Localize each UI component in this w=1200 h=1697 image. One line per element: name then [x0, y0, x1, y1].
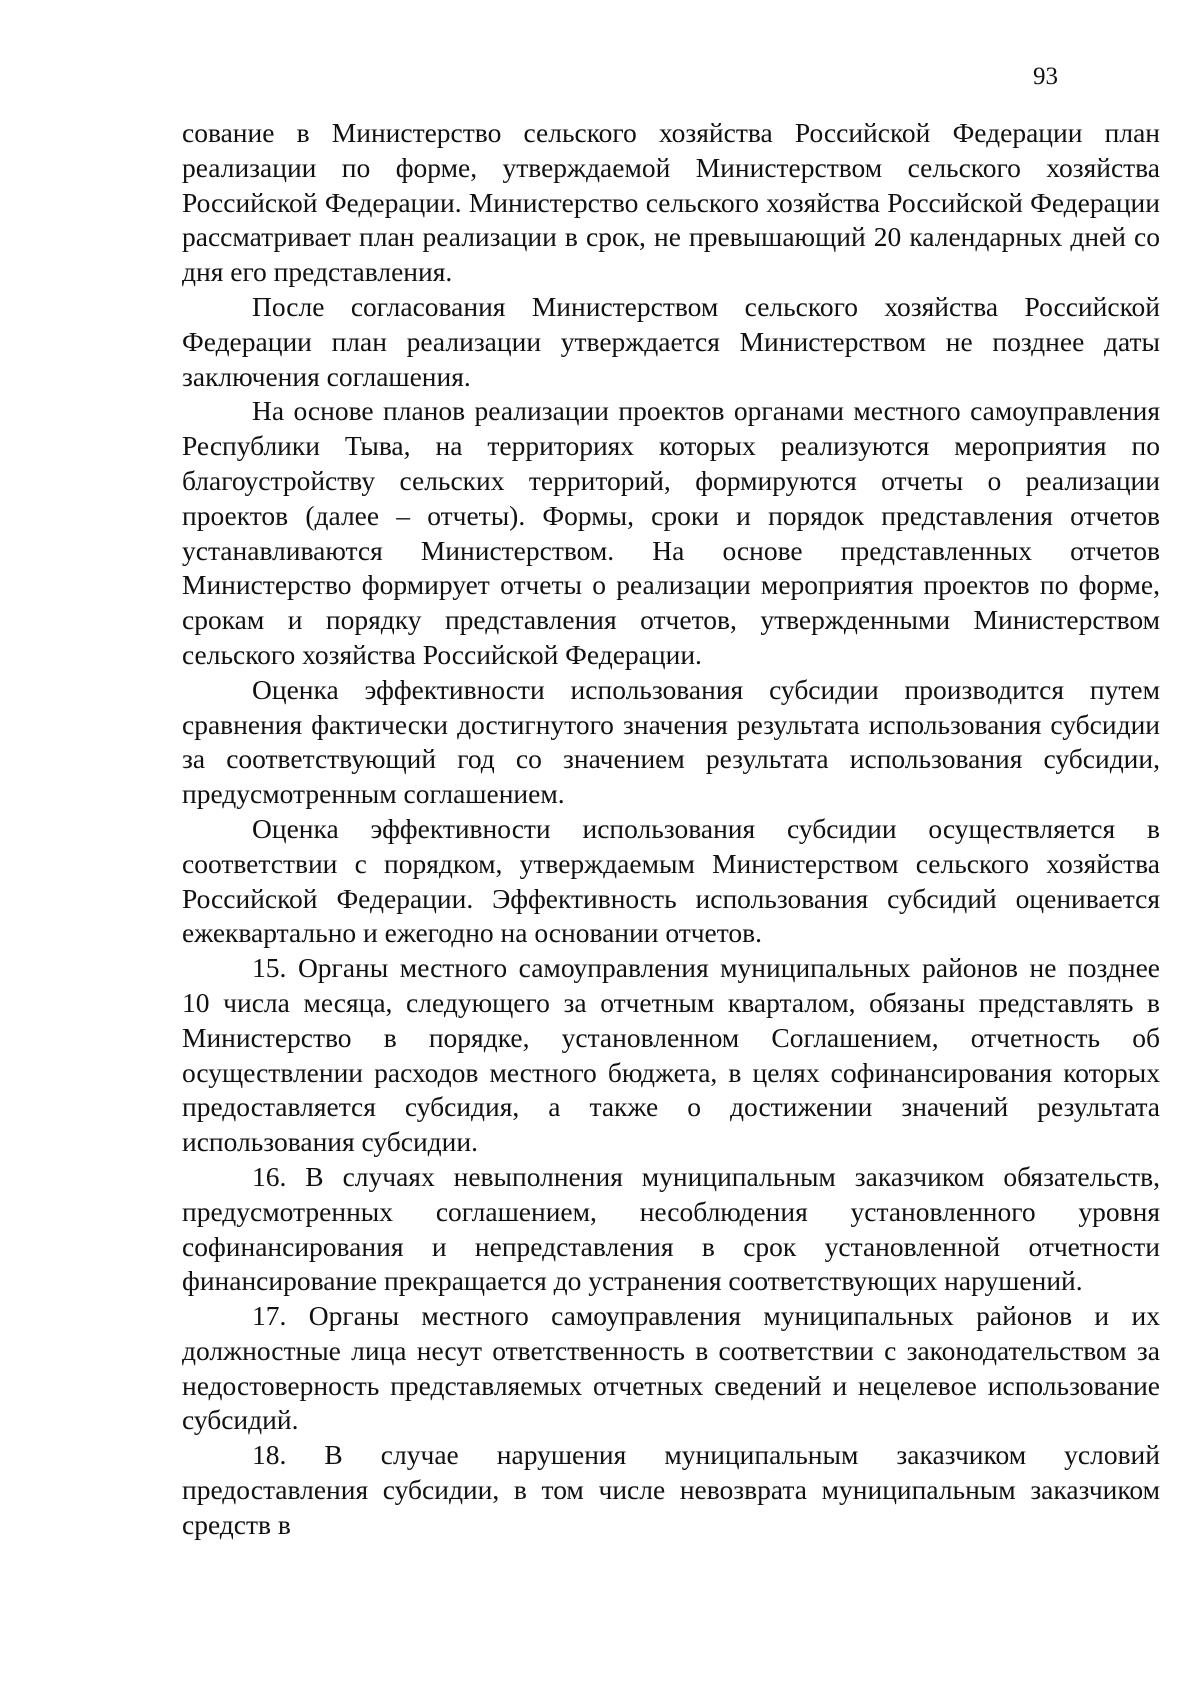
paragraph-efficiency-procedure: Оценка эффективности использования субсидии осуществляется в соответствии с порядком, утверждаемым Министерством сельского хозяйства Российской Федерации. Эффективность использования субсидий оценивается ежеквартально и ежегодно на основании отчетов.: [182, 812, 1160, 949]
paragraph-item-15: 15. Органы местного самоуправления муниципальных районов не позднее 10 числа месяца, следующего за отчетным кварталом, обязаны представлять в Министерство в порядке, установленном Соглашением, отчетность об осуществлении расходов местного бюджета, в целях софинансирования которых предоставляется субсидия, а также о достижении значений результата использования субсидии.: [182, 952, 1160, 1158]
paragraph-reports: На основе планов реализации проектов органами местного самоуправления Республики Тыва, на территориях которых реализуются мероприятия по благоустройству сельских территорий, формируются отчеты о реализации проектов (далее – отчеты). Формы, сроки и порядок представления отчетов устанавливаются Министерством. На основе представленных отчетов Министерство формирует отчеты о реализации мероприятия проектов по форме, срокам и порядку представления отчетов, утвержденными Министерством сельского хозяйства Российской Федерации.: [182, 395, 1160, 670]
paragraph-continuation: сование в Министерство сельского хозяйства Российской Федерации план реализации по форме, утверждаемой Министерством сельского хозяйства Российской Федерации. Министерство сельского хозяйства Российской Федерации рассматривает план реализации в срок, не превышающий 20 календарных дней со дня его представления.: [182, 117, 1160, 288]
page-number: 93: [1033, 63, 1058, 90]
paragraph-approval: После согласования Министерством сельского хозяйства Российской Федерации план реализации утверждается Министерством не позднее даты заключения соглашения.: [182, 290, 1160, 392]
body-text: [182, 116, 1160, 1543]
paragraph-item-16: 16. В случаях невыполнения муниципальным заказчиком обязательств, предусмотренных соглашением, несоблюдения установленного уровня софинансирования и непредставления в срок установленной отчетности финансирование прекращается до устранения соответствующих нарушений.: [182, 1160, 1160, 1297]
paragraph-efficiency-evaluation: Оценка эффективности использования субсидии производится путем сравнения фактически достигнутого значения результата использования субсидии за соответствующий год со значением результата использования субсидии, предусмотренным соглашением.: [182, 673, 1160, 810]
paragraph-item-17: 17. Органы местного самоуправления муниципальных районов и их должностные лица несут ответственность в соответствии с законодательством за недостоверность представляемых отчетных сведений и нецелевое использование субсидий.: [182, 1300, 1160, 1436]
paragraph-item-18: 18. В случае нарушения муниципальным заказчиком условий предоставления субсидии, в том числе невозврата муниципальным заказчиком средств в: [182, 1439, 1160, 1540]
